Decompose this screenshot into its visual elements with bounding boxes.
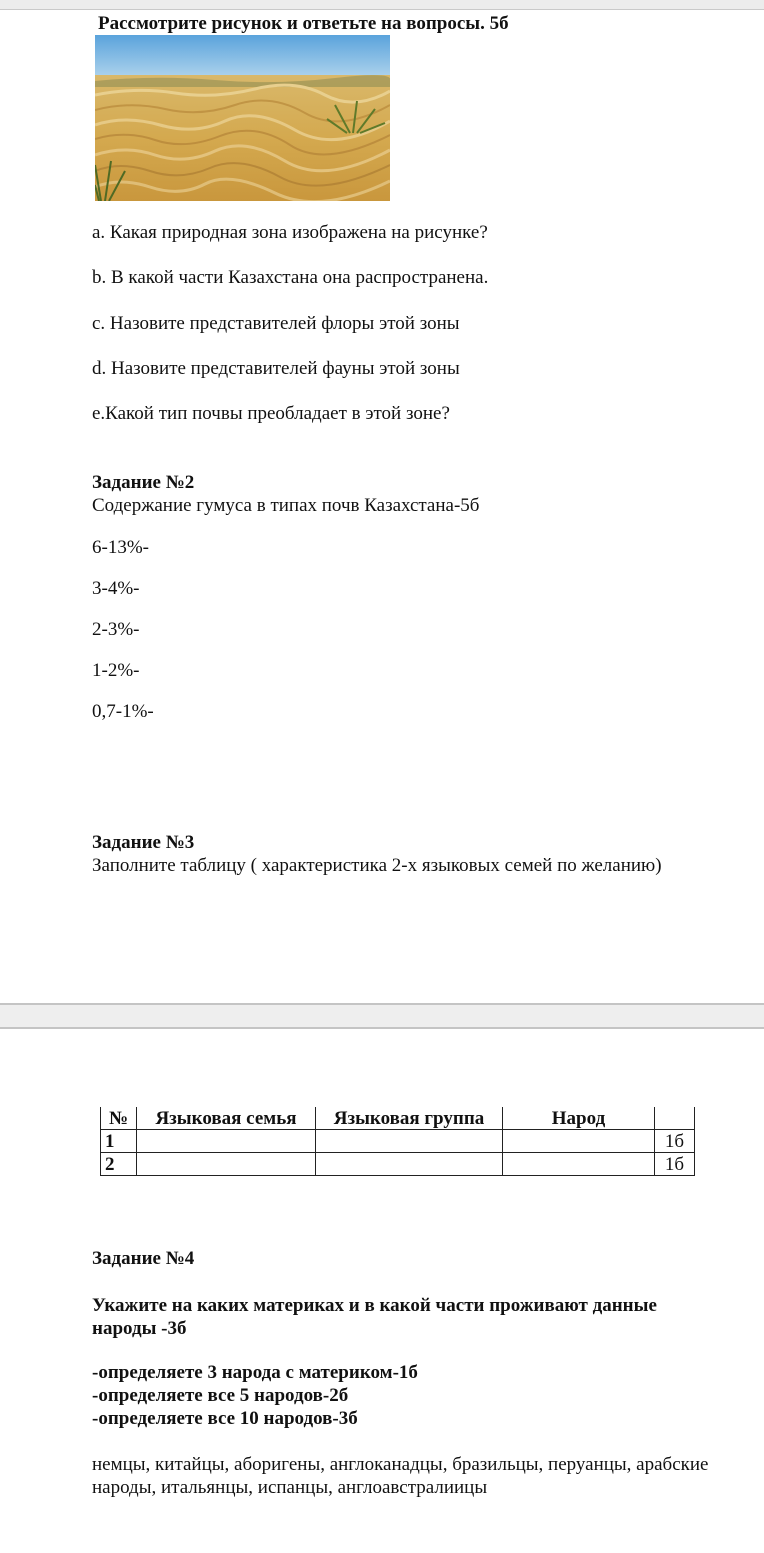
group-cell[interactable] (316, 1130, 503, 1153)
table-header-row (101, 1107, 695, 1130)
column-header-number: № (101, 1107, 137, 1130)
task2-title: Задание №2 (92, 472, 195, 493)
task4-question-line1: Укажите на каких материках и в какой части проживают данные (92, 1295, 657, 1316)
people-cell[interactable] (503, 1130, 655, 1153)
row-number: 2 (101, 1153, 137, 1176)
humus-item: 2-3%- (92, 619, 140, 640)
humus-item: 6-13%- (92, 537, 149, 558)
page-break (0, 1003, 764, 1029)
language-families-table (100, 1107, 695, 1176)
task3-subtitle: Заполните таблицу ( характеристика 2-х языковых семей по желанию) (92, 855, 662, 876)
task1-heading: Рассмотрите рисунок и ответьте на вопросы. 5б (98, 13, 509, 34)
question-b: b. В какой части Казахстана она распространена. (92, 267, 489, 288)
family-cell[interactable] (137, 1153, 316, 1176)
people-cell[interactable] (503, 1153, 655, 1176)
humus-item: 0,7-1%- (92, 701, 154, 722)
column-header-group: Языковая группа (316, 1107, 503, 1130)
family-cell[interactable] (137, 1130, 316, 1153)
peoples-list-line1: немцы, китайцы, аборигены, англоканадцы, бразильцы, перуанцы, арабские (92, 1454, 709, 1475)
task4-title: Задание №4 (92, 1248, 195, 1269)
peoples-list-line2: народы, итальянцы, испанцы, англоавстралиицы (92, 1477, 488, 1498)
criteria-item: -определяете все 10 народов-3б (92, 1408, 358, 1429)
group-cell[interactable] (316, 1153, 503, 1176)
task3-title: Задание №3 (92, 832, 195, 853)
row-number: 1 (101, 1130, 137, 1153)
page-top-edge (0, 0, 764, 10)
humus-item: 3-4%- (92, 578, 140, 599)
question-c: c. Назовите представителей флоры этой зоны (92, 313, 460, 334)
question-e: e.Какой тип почвы преобладает в этой зоне? (92, 403, 450, 424)
criteria-item: -определяете 3 народа с материком-1б (92, 1362, 418, 1383)
question-d: d. Назовите представителей фауны этой зоны (92, 358, 460, 379)
points-cell: 1б (655, 1130, 695, 1153)
criteria-item: -определяете все 5 народов-2б (92, 1385, 349, 1406)
task4-question-line2: народы -3б (92, 1318, 187, 1339)
table-row (101, 1130, 695, 1153)
column-header-people: Народ (503, 1107, 655, 1130)
task2-subtitle: Содержание гумуса в типах почв Казахстана-5б (92, 495, 480, 516)
table-row (101, 1153, 695, 1176)
column-header-family: Языковая семья (137, 1107, 316, 1130)
question-a: a. Какая природная зона изображена на рисунке? (92, 222, 488, 243)
points-cell: 1б (655, 1153, 695, 1176)
desert-dunes-photo (95, 35, 390, 201)
humus-item: 1-2%- (92, 660, 140, 681)
column-header-points (655, 1107, 695, 1130)
